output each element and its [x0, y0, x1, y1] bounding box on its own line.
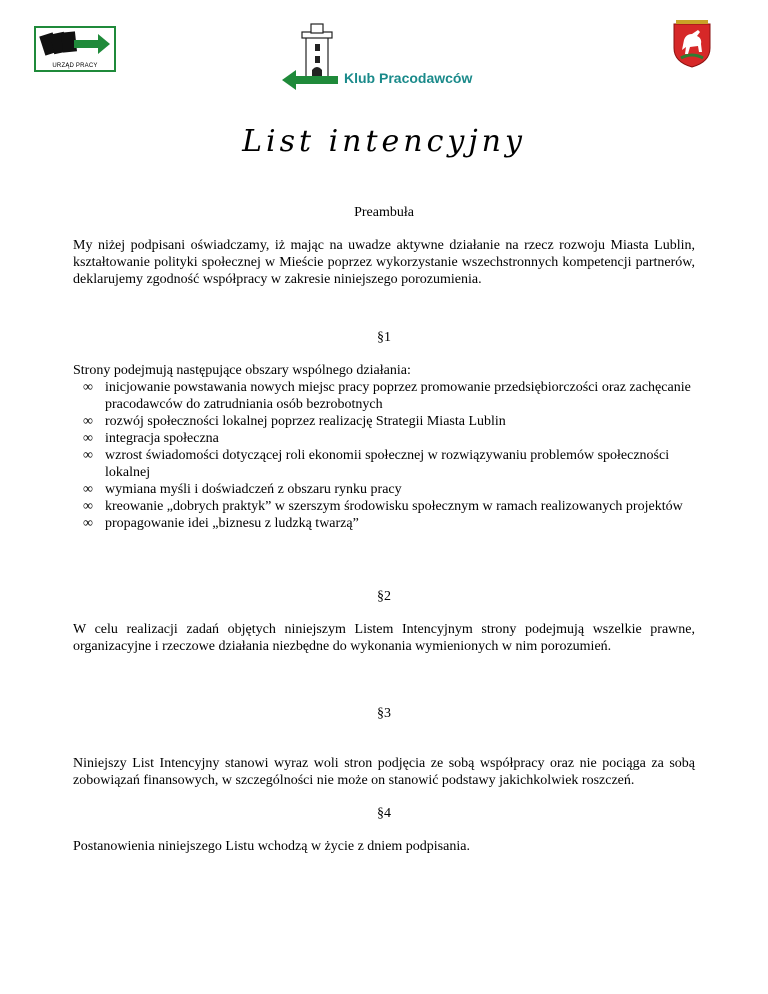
bullet-infinity-icon: ∞ — [83, 516, 93, 531]
lublin-crest-icon — [672, 18, 712, 68]
section-1-list — [73, 379, 695, 532]
section-2-text: W celu realizacji zadań objętych niniejszym Listem Intencyjnym strony podejmują wszelkie prawne, organizacyjne i rzeczowe działania niezbędne do wykonania wymienionych w nim porozumień. — [73, 622, 695, 654]
bullet-infinity-icon: ∞ — [83, 448, 93, 463]
list-item: ∞ propagowanie idei „biznesu z ludzką twarzą” — [83, 516, 359, 531]
document-title: List intencyjny — [242, 124, 526, 159]
preamble-heading: Preambuła — [354, 205, 414, 220]
bullet-infinity-icon: ∞ — [83, 414, 93, 429]
section-4-text: Postanowienia niniejszego Listu wchodzą w życie z dniem podpisania. — [73, 839, 470, 854]
preamble-text: My niżej podpisani oświadczamy, iż mając na uwadze aktywne działanie na rzecz rozwoju Miasta Lublin, kształtowanie polityki społecznej w Mieście poprzez wykorzystanie wszechstronnych kompetencji partnerów, deklarujemy zgodność współpracy w zakresie niniejszego porozumienia. — [73, 238, 695, 287]
urzad-pracy-logo — [34, 26, 116, 72]
bullet-infinity-icon: ∞ — [83, 499, 93, 514]
document-body — [73, 204, 695, 855]
urzad-pracy-caption: URZĄD PRACY — [52, 63, 98, 69]
section-3-heading: §3 — [377, 706, 391, 721]
list-item: ∞ integracja społeczna — [83, 431, 219, 446]
bullet-infinity-icon: ∞ — [83, 482, 93, 497]
bullet-infinity-icon: ∞ — [83, 431, 93, 446]
club-title: Klub Pracodawców — [344, 70, 473, 86]
bullet-infinity-icon: ∞ — [83, 380, 93, 395]
list-item: ∞ wzrost świadomości dotyczącej roli ekonomii społecznej w rozwiązywaniu problemów społeczności lokalnej — [83, 448, 670, 480]
list-item: ∞ rozwój społeczności lokalnej poprzez realizację Strategii Miasta Lublin — [83, 414, 506, 429]
section-3-text: Niniejszy List Intencyjny stanowi wyraz woli stron podjęcia ze sobą współpracy oraz nie pociąga za sobą zobowiązań finansowych, w szczególności nie może on stanowić podstawy jakichkolwiek roszczeń. — [73, 756, 695, 788]
list-item: ∞ inicjowanie powstawania nowych miejsc pracy poprzez promowanie przedsiębiorczości oraz zachęcanie pracodawców do zatrudniania osób bezrobotnych — [83, 380, 691, 412]
list-item: ∞ wymiana myśli i doświadczeń z obszaru rynku pracy — [83, 482, 402, 497]
section-1-heading: §1 — [377, 330, 391, 345]
list-item: ∞ kreowanie „dobrych praktyk” w szerszym środowisku społecznym w ramach realizowanych projektów — [83, 499, 683, 514]
cards-arrow-icon — [36, 28, 114, 62]
section-1-intro: Strony podejmują następujące obszary wspólnego działania: — [73, 363, 411, 378]
section-4-heading: §4 — [377, 806, 391, 821]
section-2-heading: §2 — [377, 589, 391, 604]
klub-pracodawcow-logo — [282, 22, 512, 90]
